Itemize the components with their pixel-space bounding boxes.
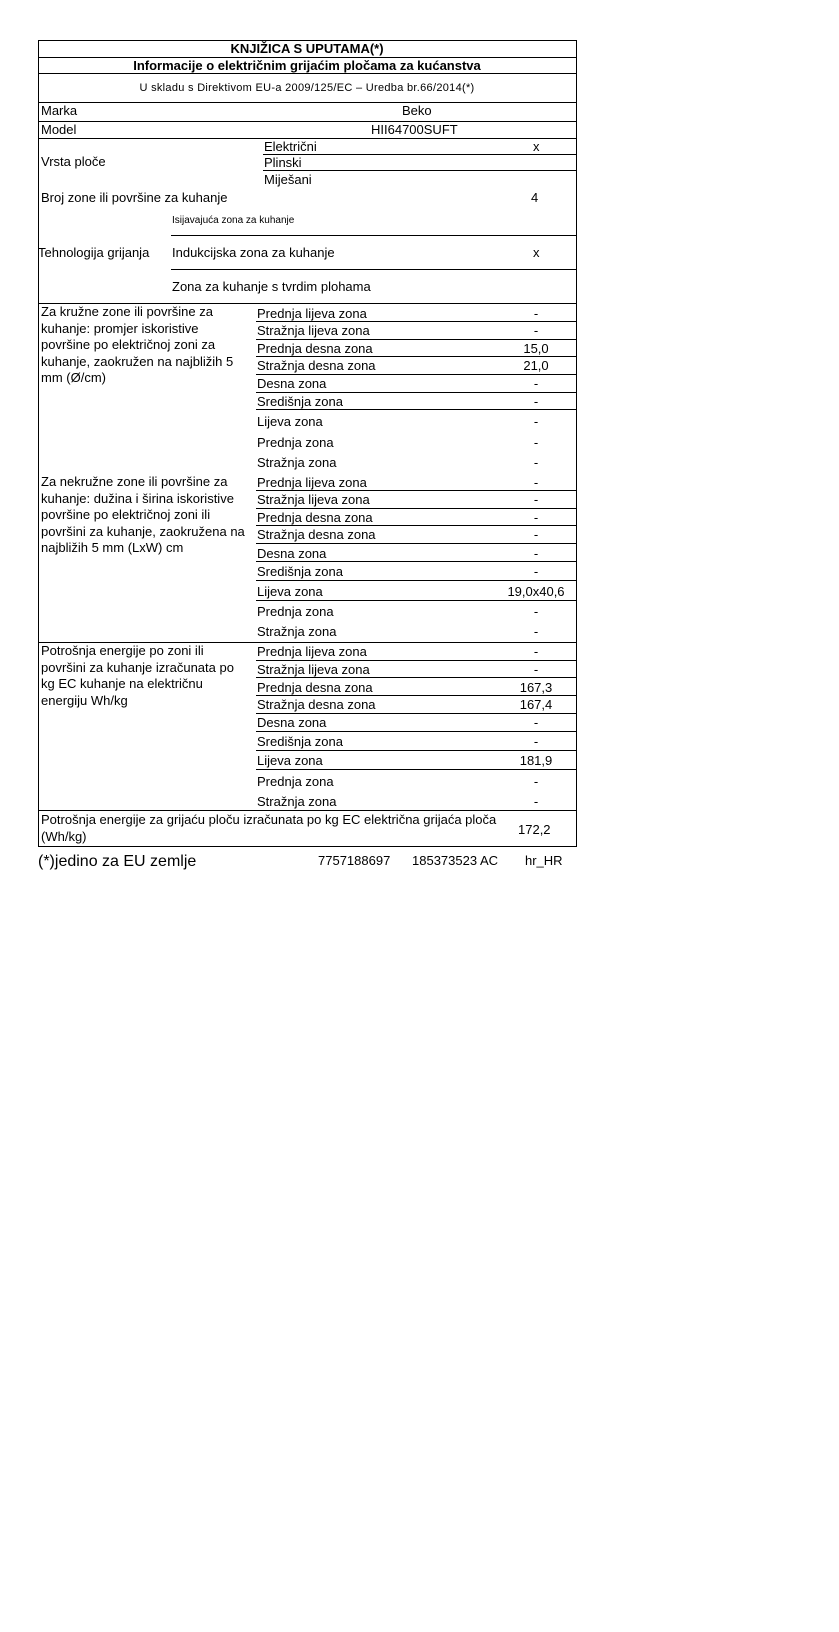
model-value: HII64700SUFT: [371, 122, 458, 137]
zone-name: Stražnja lijeva zona: [257, 323, 370, 338]
model-label: Model: [41, 122, 77, 137]
row-divider: [256, 490, 576, 491]
heating-solid-plate: Zona za kuhanje s tvrdim plohama: [172, 279, 371, 294]
divider: [38, 102, 576, 103]
row-divider: [256, 600, 576, 601]
zone-name: Lijeva zona: [257, 414, 323, 429]
divider: [38, 121, 576, 122]
row-divider: [256, 508, 576, 509]
row-divider: [256, 731, 576, 732]
zone-value: 21,0: [523, 358, 549, 373]
brand-label: Marka: [41, 103, 78, 118]
zone-value: -: [533, 794, 539, 809]
row-divider: [256, 409, 576, 410]
row-divider: [256, 769, 576, 770]
energy-hob-value: 172,2: [518, 822, 551, 837]
zones-count-label: Broj zone ili površine za kuhanje: [41, 190, 228, 205]
row-divider: [256, 525, 576, 526]
zone-name: Središnja zona: [257, 734, 343, 749]
hob-type-label: Vrsta ploče: [41, 154, 106, 169]
zone-name: Stražnja lijeva zona: [257, 662, 370, 677]
zone-value: 167,3: [519, 680, 553, 695]
row-divider: [256, 392, 576, 393]
noncircular-section-label: Za nekružne zone ili površine za kuhanje: dužina i širina iskoristive površine po električnoj zoni ili površini za kuhanje, zaokružena na najbližih 5 mm (LxW) cm: [41, 474, 245, 555]
heating-tech-label: Tehnologija grijanja: [38, 245, 150, 260]
row-divider: [256, 660, 576, 661]
hob-type-electric-mark: x: [533, 139, 540, 154]
zone-name: Prednja lijeva zona: [257, 306, 367, 321]
row-divider: [256, 561, 576, 562]
zone-name: Stražnja lijeva zona: [257, 492, 370, 507]
zone-value: -: [533, 546, 539, 561]
zone-name: Središnja zona: [257, 394, 343, 409]
divider: [263, 170, 576, 171]
zone-name: Prednja desna zona: [257, 510, 373, 525]
zone-value: -: [533, 435, 539, 450]
page-title: KNJIŽICA S UPUTAMA(*): [230, 41, 384, 56]
row-divider: [256, 695, 576, 696]
zone-value: -: [533, 604, 539, 619]
zone-name: Prednja zona: [257, 774, 334, 789]
divider: [38, 73, 576, 74]
zone-value: 167,4: [519, 697, 553, 712]
zone-name: Stražnja zona: [257, 794, 337, 809]
zone-value: -: [533, 455, 539, 470]
brand-value: Beko: [402, 103, 432, 118]
energy-zone-section-label: Potrošnja energije po zoni ili površini za kuhanje izračunata po kg EC kuhanje na električnu energiju Wh/kg: [41, 643, 234, 708]
divider: [171, 235, 576, 236]
zone-value: -: [533, 306, 539, 321]
zone-value: -: [533, 475, 539, 490]
row-divider: [256, 374, 576, 375]
row-divider: [256, 543, 576, 544]
zone-name: Središnja zona: [257, 564, 343, 579]
row-divider: [256, 321, 576, 322]
zone-name: Stražnja desna zona: [257, 697, 376, 712]
zone-name: Stražnja zona: [257, 455, 337, 470]
row-divider: [256, 339, 576, 340]
zone-value: -: [533, 564, 539, 579]
zone-name: Stražnja desna zona: [257, 527, 376, 542]
zone-name: Prednja desna zona: [257, 341, 373, 356]
heating-induction: Indukcijska zona za kuhanje: [172, 245, 335, 260]
circular-section-label: Za kružne zone ili površine za kuhanje: promjer iskoristive površine po električnoj zoni za kuhanje, zaokružen na najbližih 5 mm (Ø/cm): [41, 304, 234, 385]
zone-value: -: [533, 527, 539, 542]
zone-value: -: [533, 323, 539, 338]
zone-value: -: [533, 644, 539, 659]
row-divider: [256, 713, 576, 714]
zone-value: -: [533, 624, 539, 639]
zone-name: Stražnja desna zona: [257, 358, 376, 373]
zone-name: Prednja lijeva zona: [257, 644, 367, 659]
divider: [38, 810, 576, 811]
row-divider: [256, 677, 576, 678]
zone-name: Desna zona: [257, 715, 327, 730]
zone-value: -: [533, 734, 539, 749]
zones-count-value: 4: [531, 190, 539, 205]
heating-induction-mark: x: [533, 245, 540, 260]
footer-locale: hr_HR: [525, 853, 563, 868]
divider: [263, 154, 576, 155]
zone-value: -: [533, 394, 539, 409]
zone-value: -: [533, 715, 539, 730]
zone-name: Lijeva zona: [257, 584, 323, 599]
row-divider: [256, 580, 576, 581]
zone-name: Desna zona: [257, 376, 327, 391]
zone-name: Stražnja zona: [257, 624, 337, 639]
zone-name: Prednja zona: [257, 435, 334, 450]
heating-radiant: Isijavajuća zona za kuhanje: [172, 215, 295, 226]
hob-type-gas: Plinski: [264, 155, 302, 170]
zone-name: Prednja lijeva zona: [257, 475, 367, 490]
divider: [171, 269, 576, 270]
zone-value: -: [533, 774, 539, 789]
zone-value: -: [533, 414, 539, 429]
footer-note: (*)jedino za EU zemlje: [38, 853, 197, 870]
zone-value: -: [533, 492, 539, 507]
zone-value: 19,0x40,6: [507, 584, 565, 599]
table-left-border: [38, 40, 39, 847]
zone-name: Desna zona: [257, 546, 327, 561]
directive-note: U skladu s Direktivom EU-a 2009/125/EC – Uredba br.66/2014(*): [139, 82, 475, 94]
footer-code-2: 185373523 AC: [412, 853, 499, 868]
page-subtitle: Informacije o električnim grijaćim pločama za kućanstva: [133, 58, 481, 73]
hob-type-mixed: Miješani: [264, 172, 312, 187]
table-bottom-border: [38, 846, 576, 847]
zone-value: -: [533, 376, 539, 391]
zone-name: Prednja desna zona: [257, 680, 373, 695]
zone-value: 181,9: [519, 753, 553, 768]
zone-name: Prednja zona: [257, 604, 334, 619]
row-divider: [256, 356, 576, 357]
zone-value: -: [533, 510, 539, 525]
footer-code-1: 7757188697: [318, 853, 391, 868]
zone-value: -: [533, 662, 539, 677]
row-divider: [256, 750, 576, 751]
zone-value: 15,0: [523, 341, 549, 356]
hob-type-electric: Električni: [264, 139, 317, 154]
zone-name: Lijeva zona: [257, 753, 323, 768]
energy-hob-label: Potrošnja energije za grijaću ploču izračunata po kg EC električna grijaća ploča (Wh/kg): [41, 812, 497, 844]
